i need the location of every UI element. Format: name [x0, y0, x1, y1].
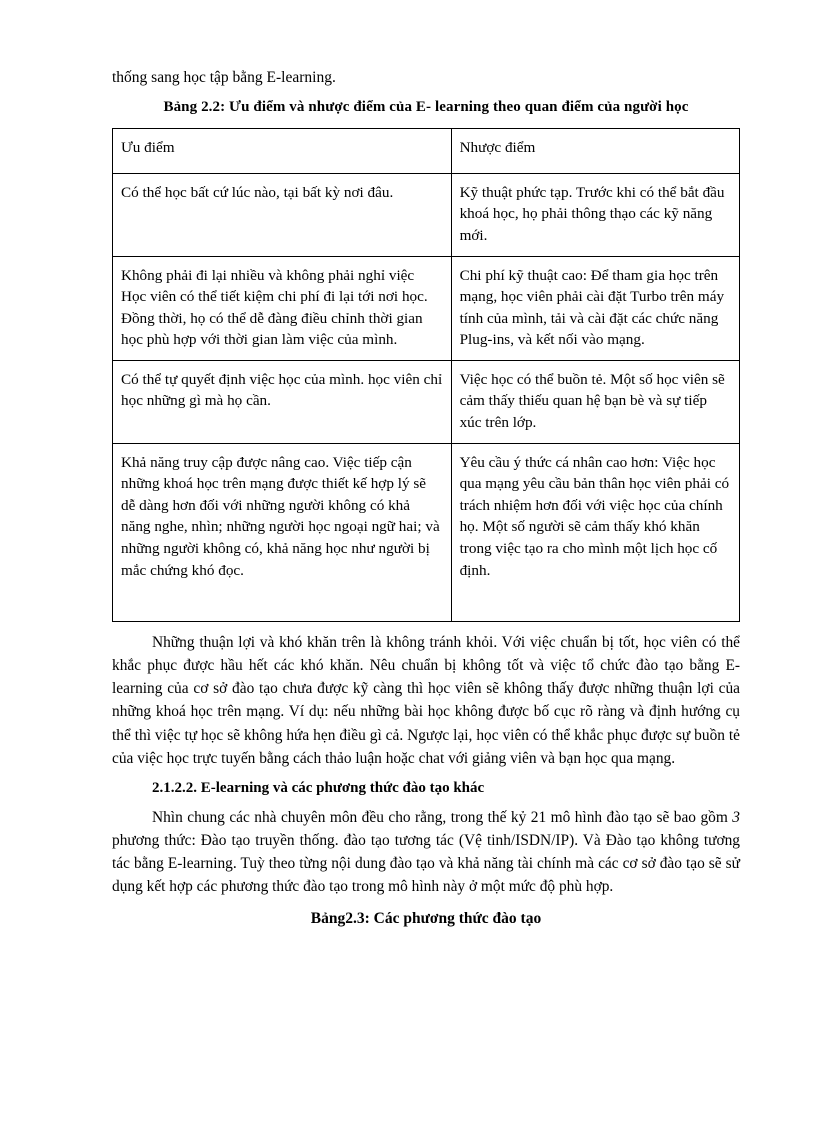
- table-cell-cons: Việc học có thể buồn tẻ. Một số học viên sẽ cảm thấy thiếu quan hệ bạn bè và sự tiếp xúc trên lớp.: [451, 360, 739, 443]
- table-header-row: [113, 129, 740, 174]
- table-cell-pros: Không phải đi lại nhiều và không phải nghỉ việc Học viên có thể tiết kiệm chi phí đi lại tới nơi học. Đồng thời, họ có thể dễ đàng điều chỉnh thời gian học phù hợp với thời gian làm việc của mình.: [113, 256, 452, 360]
- table-caption: Bảng 2.2: Ưu điểm và nhược điểm của E- learning theo quan điểm của người học: [163, 99, 689, 116]
- paragraph-discussion: Những thuận lợi và khó khăn trên là không tránh khỏi. Với việc chuẩn bị tốt, học viên có thể khắc phục được hầu hết các khó khăn. Nêu chuẩn bị không tốt và việc tổ chức đào tạo bằng E-learning của cơ sở đào tạo chưa được kỹ càng thì học viên sẽ không thấy được những thuận lợi của những khoá học trên mạng. Ví dụ: nếu những bài học không được bố cục rõ ràng và định hướng cụ thể thì việc tự học sẽ không hứa hẹn điều gì cả. Ngược lại, học viên có thể khắc phục được sự buồn tẻ của việc học trực tuyến bằng cách thảo luận hoặc chat với giảng viên và bạn học qua mạng.: [112, 634, 740, 767]
- table-row: [113, 173, 740, 256]
- table-row: [113, 256, 740, 360]
- paragraph-training-methods: [112, 806, 740, 898]
- table-cell-pros: Có thể học bất cứ lúc nào, tại bất kỳ nơi đâu.: [113, 173, 452, 256]
- table-header-pros: Ưu điểm: [113, 129, 452, 174]
- paragraph-part-2: phương thức: Đào tạo truyền thống. đào tạo tương tác (Vệ tinh/ISDN/IP). Và Đào tạo không tương tác bằng E-learning. Tuỳ theo từng nội dung đào tạo và khả năng tài chính mà các cơ sở đào tạo sẽ sử dụng kết hợp các phương thức đào tạo trong mô hình này ở một mức độ phù hợp.: [112, 831, 740, 896]
- table-cell-pros: Có thể tự quyết định việc học của mình. học viên chỉ học những gì mà họ cần.: [113, 360, 452, 443]
- section-heading: 2.1.2.2. E-learning và các phương thức đào tạo khác: [152, 779, 485, 796]
- table-row: [113, 443, 740, 621]
- table-cell-pros: Khả năng truy cập được nâng cao. Việc tiếp cận những khoá học trên mạng được thiết kế hợp lý sẽ dễ dàng hơn đối với những người không có khả năng nghe, nhìn; những người học ngoại ngữ hai; và những người không có, khả năng học như người bị mắc chứng khó đọc.: [113, 443, 452, 621]
- table-cell-cons: Kỹ thuật phức tạp. Trước khi có thể bắt đầu khoá học, họ phải thông thạo các kỹ năng mới.: [451, 173, 739, 256]
- paragraph-italic-number: 3: [732, 808, 740, 826]
- table-cell-cons: Yêu cầu ý thức cá nhân cao hơn: Việc học qua mạng yêu cầu bản thân học viên phải có trách nhiệm hơn đối với việc học của chính họ. Một số người sẽ cảm thấy khó khăn trong việc tạo ra cho mình một lịch học cố định.: [451, 443, 739, 621]
- table-cell-cons: Chi phí kỹ thuật cao: Để tham gia học trên mạng, học viên phải cài đặt Turbo trên máy tính của mình, tải và cài đặt các chức năng Plug-ins, và kết nối vào mạng.: [451, 256, 739, 360]
- pros-cons-table: [112, 128, 740, 622]
- top-line-text: thống sang học tập bằng E-learning.: [112, 69, 336, 86]
- bottom-table-caption: Bảng2.3: Các phương thức đào tạo: [310, 910, 542, 928]
- table-row: [113, 360, 740, 443]
- table-header-cons: Nhược điểm: [451, 129, 739, 174]
- paragraph-part-1: Nhìn chung các nhà chuyên môn đều cho rằng, trong thế kỷ 21 mô hình đào tạo sẽ bao gồm: [152, 808, 733, 826]
